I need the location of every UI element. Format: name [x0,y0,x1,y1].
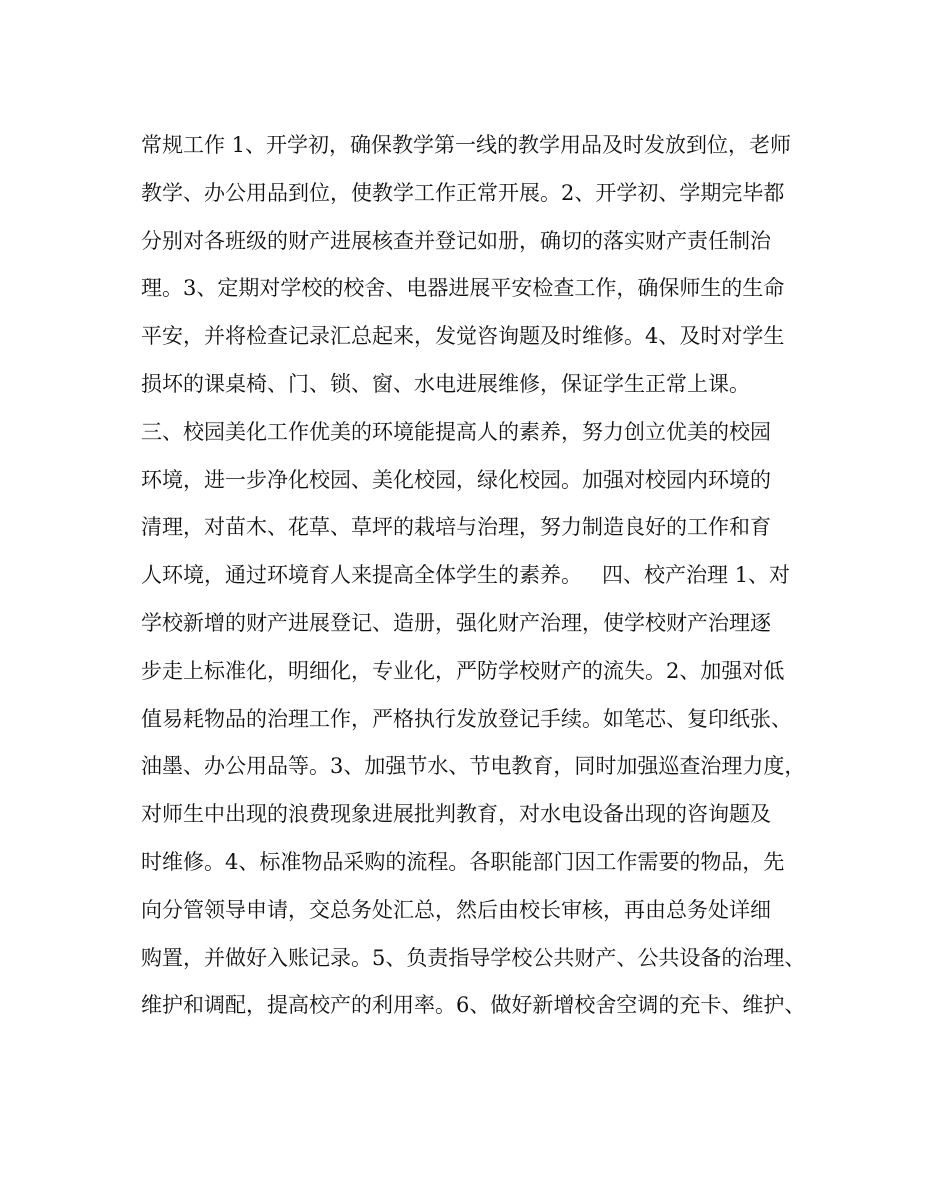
text-line: 向分管领导申请，交总务处汇总，然后由校长审核，再由总务处详细 [141,897,771,922]
text-line: 平安，并将检查记录汇总起来，发觉咨询题及时维修。4、及时对学生 [141,324,785,349]
text-line: 购置，并做好入账记录。5、负责指导学校公共财产、公共设备的治理、 [141,945,806,970]
text-line: 常规工作 1、开学初，确保教学第一线的教学用品及时发放到位，老师 [141,133,792,157]
text-line: 教学、办公用品到位，使教学工作正常开展。2、开学初、学期完毕都 [141,180,785,205]
body-text [141,122,841,1030]
text-line: 清理，对苗木、花草、草坪的栽培与治理，努力制造良好的工作和育 [141,515,771,540]
text-line: 步走上标准化，明细化，专业化，严防学校财产的流失。2、加强对低 [141,658,785,683]
text-line: 理。3、定期对学校的校舍、电器进展平安检查工作，确保师生的生命 [141,276,785,301]
text-line: 分别对各班级的财产进展核查并登记如册，确切的落实财产责任制治 [141,228,771,253]
text-line: 人环境，通过环境育人来提高全体学生的素养。 四、校产治理 1、对 [141,563,791,588]
text-line: 三、校园美化工作优美的环境能提高人的素养，努力创立优美的校园 [141,419,771,444]
text-line: 学校新增的财产进展登记、造册，强化财产治理，使学校财产治理逐 [141,610,771,635]
text-line: 值易耗物品的治理工作，严格执行发放登记手续。如笔芯、复印纸张、 [141,706,792,731]
text-line: 油墨、办公用品等。3、加强节水、节电教育，同时加强巡查治理力度， [141,754,806,779]
text-line: 损坏的课桌椅、门、锁、窗、水电进展维修，保证学生正常上课。 [141,371,750,396]
text-line: 时维修。4、标准物品采购的流程。各职能部门因工作需要的物品，先 [141,849,785,874]
text-line: 对师生中出现的浪费现象进展批判教育，对水电设备出现的咨询题及 [141,802,771,827]
text-line: 维护和调配，提高校产的利用率。6、做好新增校舍空调的充卡、维护、 [141,993,806,1018]
text-line: 环境，进一步净化校园、美化校园，绿化校园。加强对校园内环境的 [141,467,771,492]
